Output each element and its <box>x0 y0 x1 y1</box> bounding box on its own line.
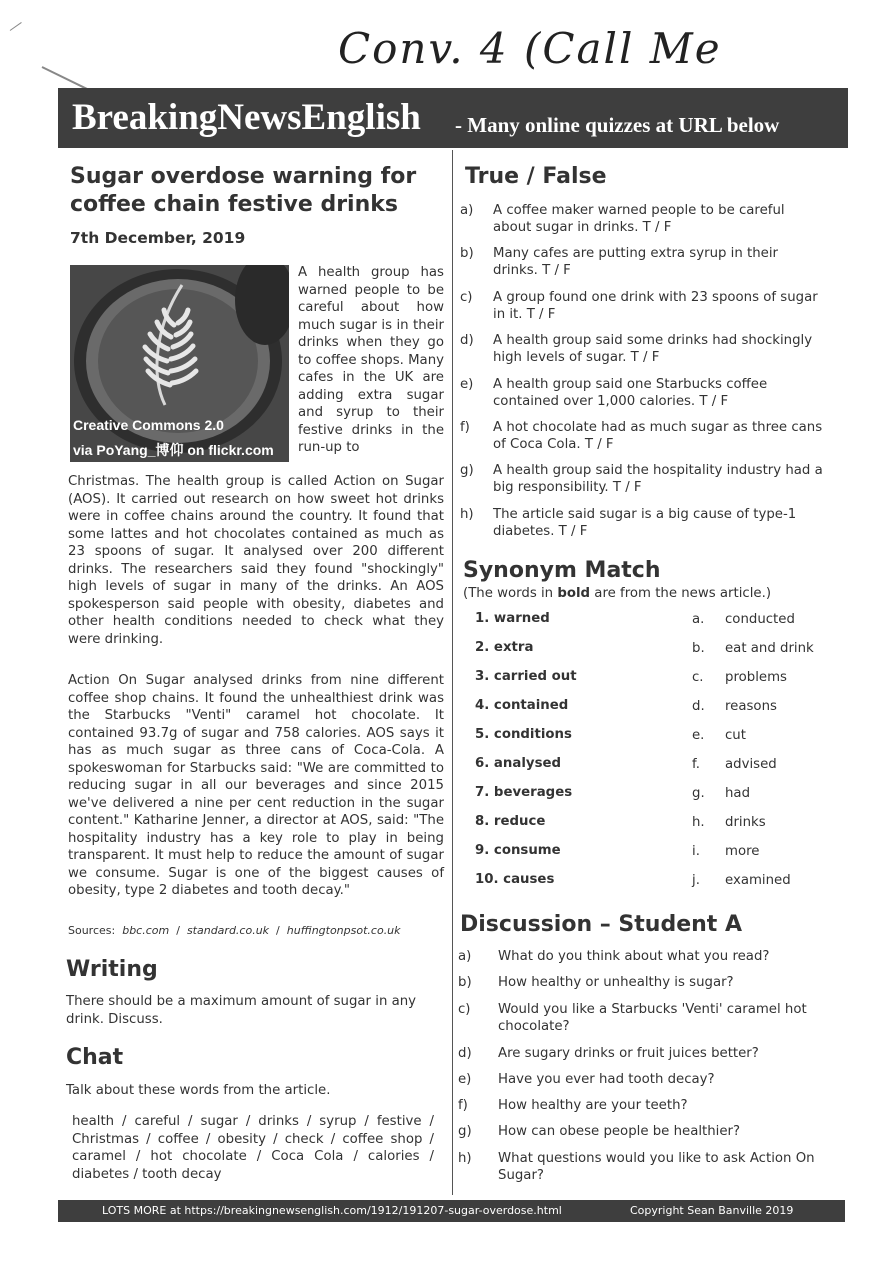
staple-mark <box>42 66 90 91</box>
true-false-heading: True / False <box>465 164 607 189</box>
writing-text: There should be a maximum amount of sugar in any drink. Discuss. <box>66 994 417 1027</box>
synonym-left-word: 8. reduce <box>475 814 546 829</box>
synonym-right-word: d. reasons <box>692 699 777 714</box>
synonym-right-word: f. advised <box>692 757 777 772</box>
discussion-item: g) How can obese people be healthier? <box>458 1124 741 1139</box>
discussion-heading: Discussion – Student A <box>460 912 742 937</box>
true-false-item: a) A coffee maker warned people to be careful about sugar in drinks. T / F <box>460 203 785 235</box>
article-date: 7th December, 2019 <box>70 229 246 247</box>
article-paragraph-1: Christmas. The health group is called Action on Sugar (AOS). It carried out research on how sweet hot drinks were in coffee chains around the country. It found that some lattes and hot chocolates contained as much as 23 spoons of sugar. It analysed over 200 different drinks. The researchers said they found "shockingly" high levels of sugar in many of the drinks. An AOS spokesperson said people with obesity, diabetes and other health conditions needed to check what they were drinking. <box>68 474 444 647</box>
synonym-left-word: 3. carried out <box>475 669 577 684</box>
source-link[interactable]: huffingtonpsot.co.uk <box>286 924 401 937</box>
footer-copyright: Copyright Sean Banville 2019 <box>630 1204 794 1217</box>
column-divider <box>452 150 453 1195</box>
discussion-item: d) Are sugary drinks or fruit juices better? <box>458 1046 759 1061</box>
true-false-item: d) A health group said some drinks had shockingly high levels of sugar. T / F <box>460 333 813 365</box>
synonym-right-word: b. eat and drink <box>692 641 814 656</box>
synonym-left-word: 7. beverages <box>475 785 573 800</box>
true-false-item: g) A health group said the hospitality industry had a big responsibility. T / F <box>460 463 823 495</box>
true-false-item: f) A hot chocolate had as much sugar as three cans of Coca Cola. T / F <box>460 420 823 452</box>
discussion-item: c) Would you like a Starbucks 'Venti' caramel hot chocolate? <box>458 1002 807 1034</box>
photo-credit-line1: Creative Commons 2.0 <box>73 417 224 433</box>
discussion-item: b) How healthy or unhealthy is sugar? <box>458 975 734 990</box>
synonym-left-word: 1. warned <box>475 611 550 626</box>
article-paragraph-2: Action On Sugar analysed drinks from nine different coffee shop chains. It found the unhealthiest drink was the Starbucks "Venti" caramel hot chocolate. It contained 93.7g of sugar and 758 calories. AOS says it has as much sugar as three cans of Coca-Cola. A spokeswoman for Starbucks said: "We are committed to reducing sugar in all our beverages and since 2015 we've delivered a nine per cent reduction in the sugar content." Katharine Jenner, a director at AOS, said: "The hospitality industry has a key role to play in being transparent. It must help to reduce the amount of sugar we consume. Sugar is one of the biggest causes of obesity, type 2 diabetes and tooth decay." <box>68 673 444 898</box>
synonym-left-word: 2. extra <box>475 640 534 655</box>
article-intro-wrap: A health group has warned people to be careful about how much sugar is in their drinks when they go to coffee shops. Many cafes in the UK are adding extra sugar and syrup to their festive drinks in the run-up to <box>298 265 444 455</box>
discussion-item: e) Have you ever had tooth decay? <box>458 1072 715 1087</box>
synonym-right-word: j. examined <box>692 873 791 888</box>
synonym-left-word: 4. contained <box>475 698 569 713</box>
synonym-left-word: 5. conditions <box>475 727 572 742</box>
discussion-item: a) What do you think about what you read? <box>458 949 770 964</box>
photo-credit-line2: via PoYang_博仰 on flickr.com <box>73 442 274 458</box>
source-link[interactable]: standard.co.uk <box>186 924 270 937</box>
handwritten-note: Conv. 4 (Call Me <box>338 24 722 73</box>
sources-label: Sources: <box>68 924 116 937</box>
discussion-item: h) What questions would you like to ask Action On Sugar? <box>458 1151 815 1183</box>
article-title: Sugar overdose warning for coffee chain festive drinks <box>70 164 417 217</box>
brand-tagline: - Many online quizzes at URL below <box>455 113 780 137</box>
synonym-right-word: c. problems <box>692 670 787 685</box>
source-link[interactable]: bbc.com <box>122 924 170 937</box>
synonym-right-word: e. cut <box>692 728 746 743</box>
chat-intro: Talk about these words from the article. <box>66 1083 331 1098</box>
article-photo <box>70 265 289 462</box>
true-false-item: e) A health group said one Starbucks coffee contained over 1,000 calories. T / F <box>460 377 768 409</box>
chat-heading: Chat <box>66 1045 124 1070</box>
true-false-item: c) A group found one drink with 23 spoons of sugar in it. T / F <box>460 290 818 322</box>
synonym-left-word: 10. causes <box>475 872 555 887</box>
synonym-left-word: 6. analysed <box>475 756 562 771</box>
writing-heading: Writing <box>66 957 158 982</box>
scan-mark <box>10 22 22 31</box>
synonym-left-word: 9. consume <box>475 843 561 858</box>
footer-url[interactable]: LOTS MORE at https://breakingnewsenglish.com/1912/191207-sugar-overdose.html <box>102 1204 562 1217</box>
chat-word-list: health / careful / sugar / drinks / syrup / festive / Christmas / coffee / obesity / check / coffee shop / caramel / hot chocolate / Coca Cola / calories / diabetes / tooth decay <box>72 1114 434 1182</box>
brand-title: BreakingNewsEnglish <box>72 97 421 138</box>
true-false-item: b) Many cafes are putting extra syrup in their drinks. T / F <box>460 246 778 278</box>
synonym-right-word: h. drinks <box>692 815 766 830</box>
article-sources: Sources: bbc.com / standard.co.uk / huffingtonpsot.co.uk <box>68 924 401 937</box>
synonym-right-word: a. conducted <box>692 612 795 627</box>
synonym-match-note: (The words in bold are from the news article.) <box>463 586 772 601</box>
true-false-item: h) The article said sugar is a big cause of type-1 diabetes. T / F <box>460 507 797 539</box>
synonym-right-word: i. more <box>692 844 760 859</box>
synonym-right-word: g. had <box>692 786 751 801</box>
synonym-match-heading: Synonym Match <box>463 558 661 583</box>
discussion-item: f) How healthy are your teeth? <box>458 1098 688 1113</box>
